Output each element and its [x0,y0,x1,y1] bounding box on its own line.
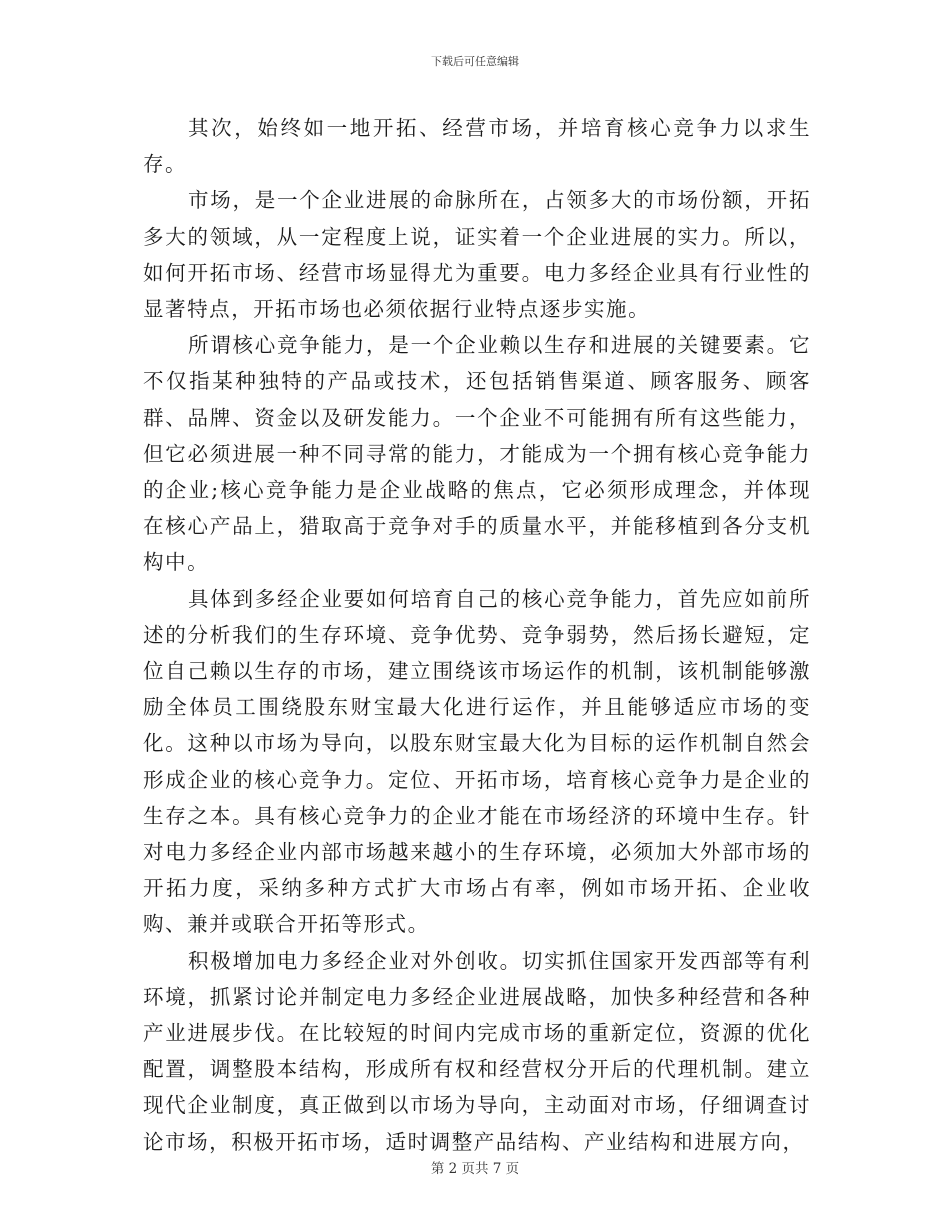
paragraph-3: 所谓核心竞争能力，是一个企业赖以生存和进展的关键要素。它不仅指某种独特的产品或技术，还包括销售渠道、顾客服务、顾客群、品牌、资金以及研发能力。一个企业不可能拥有所有这些能力，但它必须进展一种不同寻常的能力，才能成为一个拥有核心竞争能力的企业;核心竞争能力是企业战略的焦点，它必须形成理念，并体现在核心产品上，猎取高于竞争对手的质量水平，并能移植到各分支机构中。 [143,333,811,575]
paragraph-5: 积极增加电力多经企业对外创收。切实抓住国家开发西部等有利环境，抓紧讨论并制定电力多经企业进展战略，加快多种经营和各种产业进展步伐。在比较短的时间内完成市场的重新定位，资源的优化配置，调整股本结构，形成所有权和经营权分开后的代理机制。建立现代企业制度，真正做到以市场为导向，主动面对市场，仔细调查讨论市场，积极开拓市场，适时调整产品结构、产业结构和进展方向， [143,948,811,1154]
document-body [143,110,811,1160]
paragraph-1: 其次，始终如一地开拓、经营市场，并培育核心竞争力以求生存。 [143,116,811,177]
paragraph-2: 市场，是一个企业进展的命脉所在，占领多大的市场份额，开拓多大的领域，从一定程度上说，证实着一个企业进展的实力。所以，如何开拓市场、经营市场显得尤为重要。电力多经企业具有行业性的显著特点，开拓市场也必须依据行业特点逐步实施。 [143,188,811,322]
page-number-footer: 第 2 页共 7 页 [430,1161,520,1177]
paragraph-4: 具体到多经企业要如何培育自己的核心竞争能力，首先应如前所述的分析我们的生存环境、竞争优势、竞争弱势，然后扬长避短，定位自己赖以生存的市场，建立围绕该市场运作的机制，该机制能够激励全体员工围绕股东财宝最大化进行运作，并且能够适应市场的变化。这种以市场为导向，以股东财宝最大化为目标的运作机制自然会形成企业的核心竞争力。定位、开拓市场，培育核心竞争力是企业的生存之本。具有核心竞争力的企业才能在市场经济的环境中生存。针对电力多经企业内部市场越来越小的生存环境，必须加大外部市场的开拓力度，采纳多种方式扩大市场占有率，例如市场开拓、企业收购、兼并或联合开拓等形式。 [143,586,811,937]
page-header-note: 下载后可任意编辑 [431,55,519,68]
